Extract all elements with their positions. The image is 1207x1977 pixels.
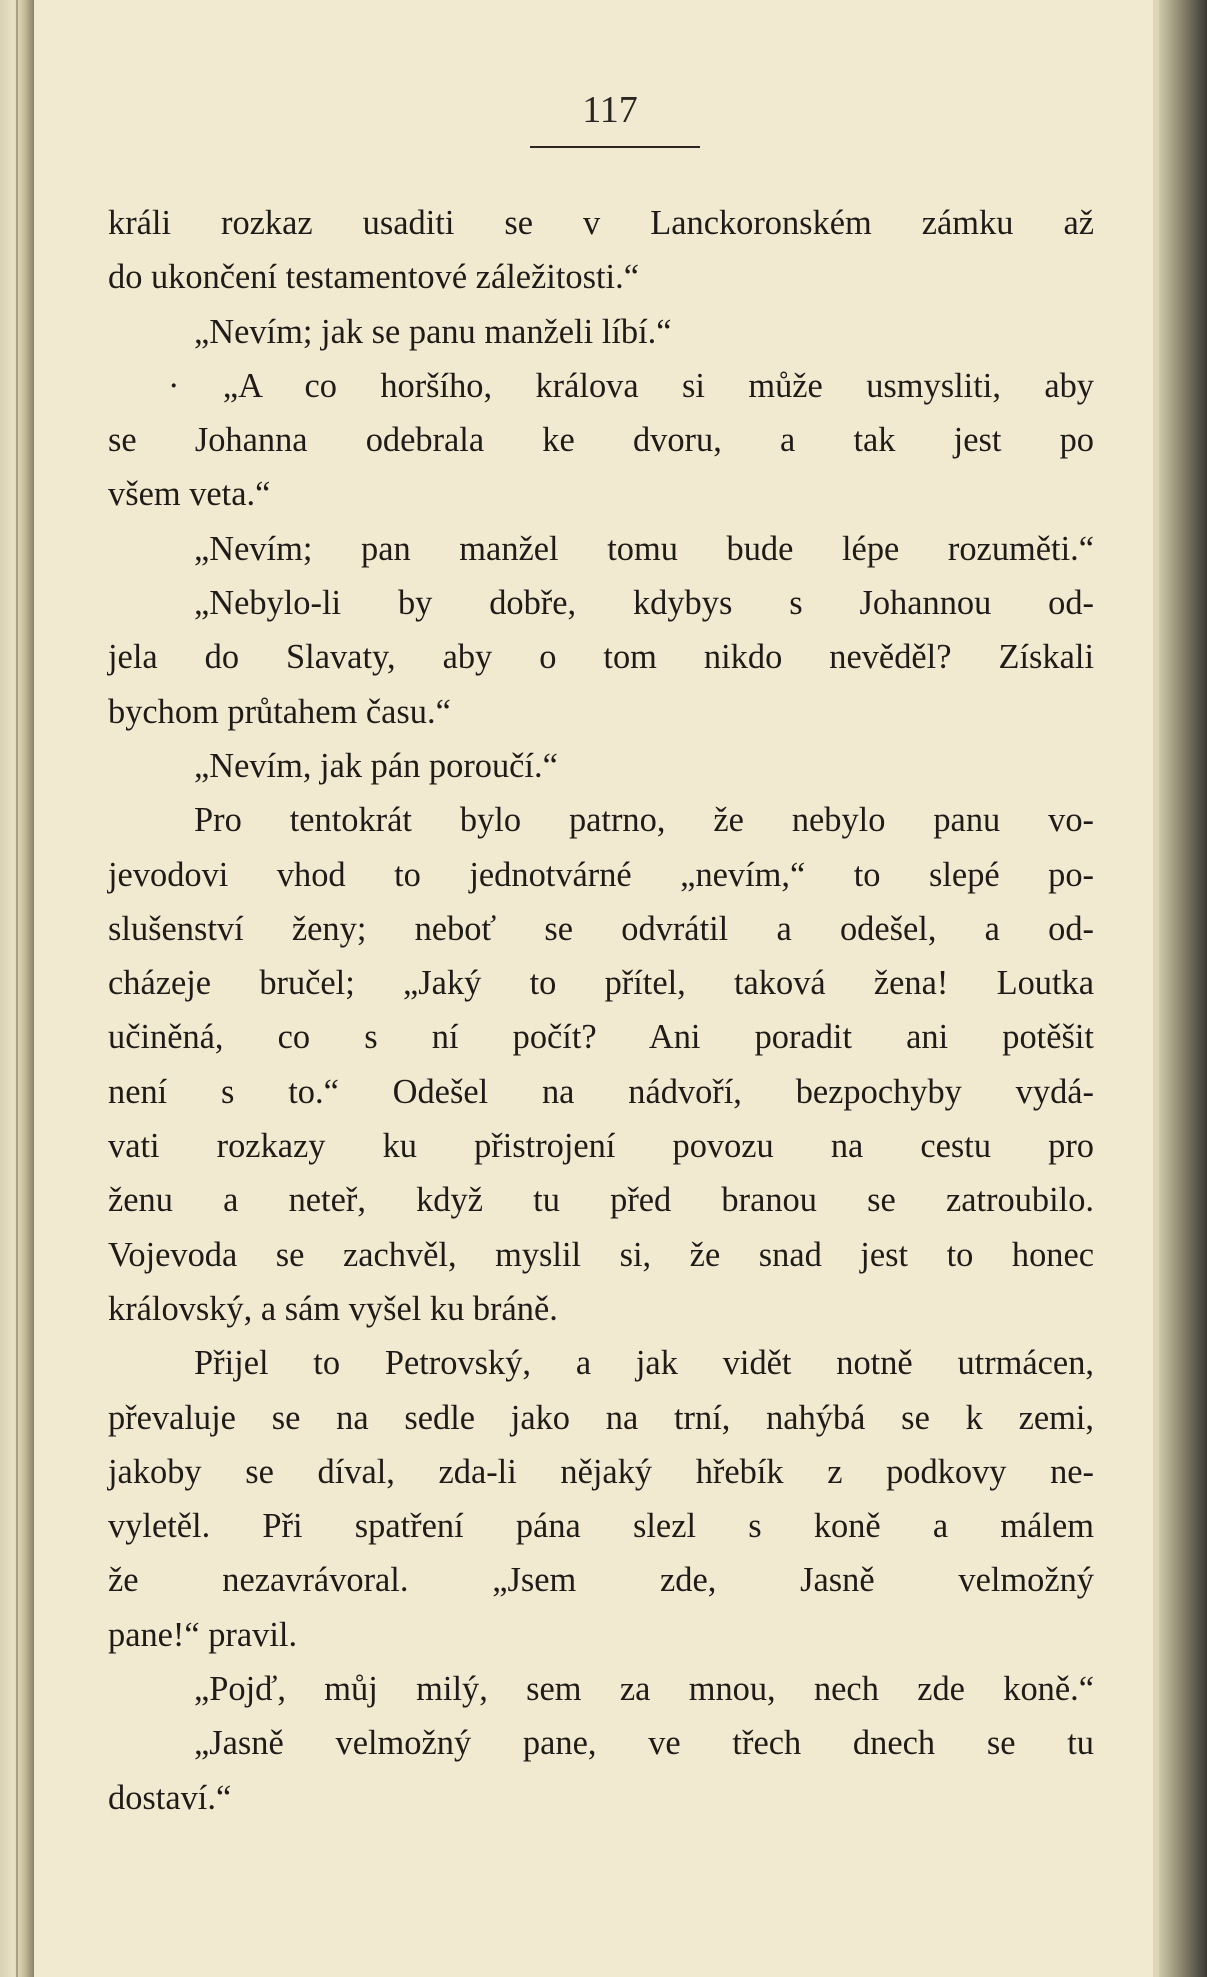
text-line: „Nevím; jak se panu manželi líbí.“ (194, 312, 672, 351)
page-number-rule (530, 146, 700, 148)
spine-shadow-line (16, 0, 18, 1977)
text-line: učiněná, co s ní počít? Ani poradit ani potěšit (108, 1018, 1094, 1057)
text-line: slušenství ženy; neboť se odvrátil a odešel, a od- (108, 909, 1094, 948)
body-text (108, 196, 1094, 1825)
text-line: „Jasně velmožný pane, ve třech dnech se tu (194, 1724, 1094, 1763)
text-line: dostaví.“ (108, 1778, 232, 1817)
text-line: Přijel to Petrovský, a jak vidět notně utrmácen, (194, 1344, 1094, 1383)
text-line: Vojevoda se zachvěl, myslil si, že snad jest to honec (108, 1235, 1094, 1274)
text-line: bychom průtahem času.“ (108, 692, 451, 731)
text-line: jela do Slavaty, aby o tom nikdo nevěděl? Získali (108, 638, 1094, 677)
text-line: „Nevím; pan manžel tomu bude lépe rozuměti.“ (194, 529, 1094, 568)
text-line: vyletěl. Při spatření pána slezl s koně a málem (108, 1507, 1094, 1546)
text-line: Pro tentokrát bylo patrno, že nebylo panu vo- (194, 801, 1094, 840)
text-line: vati rozkazy ku přistrojení povozu na cestu pro (108, 1127, 1094, 1166)
text-line: že nezavrávoral. „Jsem zde, Jasně velmožný (108, 1561, 1094, 1600)
text-line: převaluje se na sedle jako na trní, nahýbá se k zemi, (108, 1398, 1094, 1437)
text-line: není s to.“ Odešel na nádvoří, bezpochyby vydá- (108, 1072, 1094, 1111)
text-line: ženu a neteř, když tu před branou se zatroubilo. (108, 1181, 1094, 1220)
page-edge-shadow (1159, 0, 1207, 1977)
text-line: „Nebylo-li by dobře, kdybys s Johannou od- (194, 584, 1094, 623)
text-line: jakoby se díval, zda-li nějaký hřebík z podkovy ne- (108, 1452, 1094, 1491)
text-line: do ukončení testamentové záležitosti.“ (108, 258, 639, 297)
text-line: všem veta.“ (108, 475, 271, 514)
text-line: se Johanna odebrala ke dvoru, a tak jest po (108, 421, 1094, 460)
text-line: „Pojď, můj milý, sem za mnou, nech zde koně.“ (194, 1670, 1094, 1709)
text-line: cházeje bručel; „Jaký to přítel, taková žena! Loutka (108, 964, 1094, 1003)
text-line: královský, a sám vyšel ku bráně. (108, 1289, 558, 1328)
text-line: jevodovi vhod to jednotvárné „nevím,“ to slepé po- (108, 855, 1094, 894)
page-number: 117 (582, 89, 638, 131)
text-line: pane!“ pravil. (108, 1615, 298, 1654)
text-line: králi rozkaz usaditi se v Lanckoronském zámku až (108, 204, 1094, 242)
text-line: „Nevím, jak pán poroučí.“ (194, 746, 558, 785)
text-line: · „A co horšího, králova si může usmysliti, aby (168, 366, 1094, 405)
